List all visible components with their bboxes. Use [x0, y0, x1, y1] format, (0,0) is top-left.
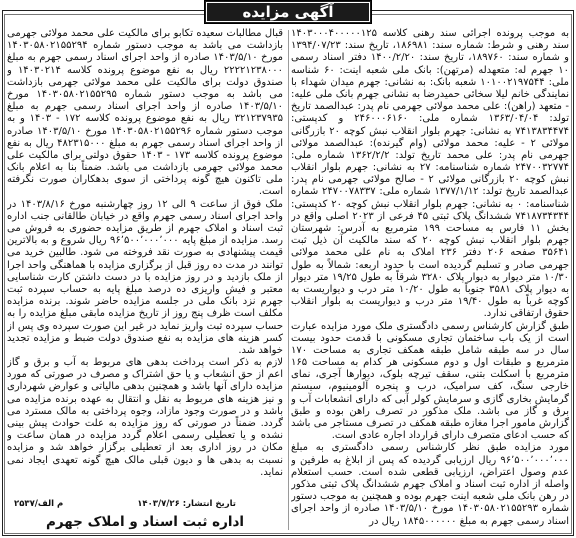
- notice-column-left: [7, 28, 283, 494]
- notice-paragraph: ملک فوق از ساعت ۹ الی ۱۲ روز چهارشنبه مورخ ۱۴۰۳/۸/۱۶ در واحد اجرای اسناد رسمی جهرم واقع در خیابان طالقانی جنب اداره ثبت اسناد و املاک جهرم از طریق مزایده حضوری به فروش می رسد. مزایده از مبلغ پایه ۹۶٬۵۰۰٬۰۰۰٬۰۰۰ ریال شروع و به بالاترین قیمت پیشنهادی به صورت نقد فروخته می شود. طالبین خرید می توانند در مدت ده روز قبل از برگزاری مزایده با هماهنگی واحد اجرا از ملک بازدید و در روز مزایده با در دست داشتن کارت شناسایی معتبر و فیش واریزی ده درصد مبلغ پایه به حساب سپرده ثبت جهرم نزد بانک ملی در جلسه مزایده حاضر شوند. برنده مزایده مکلف است ظرف پنج روز از تاریخ مزایده مابقی مبلغ مزایده را به حساب سپرده ثبت واریز نماید در غیر این صورت سپرده وی پس از کسر هزینه های مزایده به نفع صندوق دولت ضبط و مزایده تجدید خواهد شد.: [7, 198, 283, 356]
- notice-paragraph: قبال مطالبات سعیده تکابو برای مالکیت علی محمد مولائی جهرمی بازداشت می باشد به موجب دستور شماره ۱۴۰۳۰۵۸۰۲۱۵۵۲۹۴ مورخ ۱۴۰۳/۵/۱۰ صادره از واحد اجرای اسناد رسمی جهرم به مبلغ ۲۲۲۲۱۲۳۸۰۰۰ ریال به نفع موضوع پرونده کلاسه ۱۴۰۳۰۲۱۴ و صندوق دولت برای مالکیت علی محمد مولائی جهرمی بازداشت می باشد به موجب دستور شماره ۱۴۰۳۰۵۸۰۲۱۵۵۲۹۵ مورخ ۱۴۰۳/۵/۱۰ صادره از واحد اجرای اسناد رسمی جهرم به مبلغ ۳۲۱۲۳۷۹۳۵ ریال به نفع موضوع پرونده کلاسه ۱۷۲ - ۱۴۰۳ و به موجب دستور شماره ۱۴۰۳۰۵۸۰۲۱۵۵۲۹۶ مورخ ۱۴۰۳/۵/۱۰ صادره از واحد اجرای اسناد رسمی جهرم به مبلغ ۴۸۲۳۱۵۰۰۰ ریال به نفع موضوع پرونده کلاسه ۱۷۳ - ۱۴۰۳ حقوق دولتی برای مالکیت علی محمد مولائی جهرمی بازداشت می باشد. ضمناً بنا به اعلام بانک ملی تاکنون هیچ گونه پرداختی از سوی بدهکاران صورت نگرفته است.: [7, 28, 283, 198]
- column-divider: [288, 30, 289, 530]
- publication-row: [14, 497, 276, 510]
- notice-paragraph: لازم به ذکر است پرداخت بدهی های مربوط به آب و برق و گاز اعم از حق انشعاب و یا حق اشتراک و مصرف در صورتی که مورد مزایده دارای آنها باشد و همچنین بدهی مالیاتی و عوارض شهرداری و نیز هزینه های مربوط به نقل و انتقال به عهده برنده مزایده می باشد و در صورت وجود مازاد، وجوه پرداختی به مالک مسترد می گردد. ضمناً در صورتی که روز مزایده به علت حوادث پیش بینی نشده و یا تعطیلی رسمی اعلام گردد مزایده در همان ساعت و مکان در روز اداری بعد از تعطیلی برگزار خواهد شد و مزایده نسبت به بدهی ها و دیون قبلی مالک هیچ گونه تعهدی ایجاد نمی نماید.: [7, 357, 283, 478]
- notice-paragraph: طبق گزارش کارشناس رسمی دادگستری ملک مورد مزایده عبارت است از یک باب ساختمان تجاری مسکونی با قدمت حدود بیست سال در سه طبقه شامل طبقه همکف تجاری به مساحت ۱۷۰ مترمربع و طبقات اول و دوم مسکونی هر کدام به مساحت ۱۶۵ مترمربع با اسکلت بتنی، سقف تیرچه بلوک، دیوارها آجری، نمای خارجی سنگ، کف سرامیک، درب و پنجره آلومینیوم، سیستم گرمایش بخاری گازی و سرمایش کولر آبی که دارای انشعابات آب و برق و گاز می باشد. ملک مذکور در تصرف راهن بوده و طبق گزارش مامور اجرا مغازه طبقه همکف در تصرف مستاجر می باشد که حسب ادعای متصرف دارای قرارداد اجاره عادی است.: [291, 320, 569, 442]
- reference-number: م الف/۲۵۳۷: [14, 498, 64, 509]
- publish-date: ۱۴۰۳/۷/۲۶: [137, 498, 180, 509]
- publish-date-block: [137, 499, 236, 509]
- publish-date-label: تاریخ انتشار:: [182, 498, 236, 509]
- notice-column-right: [291, 28, 569, 531]
- notice-paragraph: مورد مزایده طبق نظر کارشناس رسمی دادگستری به مبلغ ۹۶٬۵۰۰٬۰۰۰٬۰۰۰ ریال ارزیابی گردیده که پس از ابلاغ به طرفین و عدم وصول اعتراض، ارزیابی قطعی شده است. حسب استعلام واصله از اداره ثبت اسناد و املاک جهرم ششدانگ پلاک ثبتی مذکور در رهن بانک ملی شعبه اینت جهرم بوده و همچنین به موجب دستور شماره ۱۴۰۳۰۵۸۰۲۱۵۵۲۹۳ مورخ ۱۴۰۳/۵/۱۰ صادره از واحد اجرای اسناد رسمی جهرم به مبلغ ۱۸۴۵۰۰۰۰۰۰ ریال در: [291, 442, 569, 527]
- issuer-name: اداره ثبت اسناد و املاک جهرم: [45, 514, 245, 530]
- notice-paragraph: به موجب پرونده اجرائی سند رهنی کلاسه ۱۴۰۳۰۰۰۴۰۰۰۰۰۱۲۵ سند رهنی و شرط: شماره سند: ۱۸۶۹۸۱، تاریخ سند: ۱۳۹۴/۰۷/۲۳ و شماره سند: ۱۸۹۷۶۰، تاریخ سند: ۱۴۰۰/۲/۲۰ دفتر اسناد رسمی ۱۰ جهرم له: متعهدله (مرتهن): بانک ملی شعبه اینت: ۶۰ شناسه ملی: ۱۰۱۰۰۲۱۹۷۵۴۴ شعبه بانک: به نشانی: جهرم میدان شهداء با نمایندگی خانم لیلا سخائی حمیدرضا به نشانی جهرم بانک ملی علیه: - متعهد (راهن): علی محمد مولائی جهرمی نام پدر: عبدالصمد تاریخ تولد: ۱۳۶۳/۰۴/۰۴ شماره ملی: ۲۴۶۰۰۰۶۱۶۰ و کدپستی: ۷۴۱۳۸۳۴۴۷۴ به نشانی: جهرم بلوار انقلاب نبش کوچه ۲۰ بازرگانی مولائی ۲ - علیه: محمد مولائی (وام گیرنده): عبدالصمد مولائی جهرمی نام پدر: علی محمد تاریخ تولد: ۱۳۶۲/۲/۲ شماره ملی: ۲۴۷۰۰۳۲۷۷۴ شماره شناسنامه: ۲۷ به نشانی: جهرم بلوار انقلاب نبش کوچه ۲۰ بازرگانی مولائی ۲ - صالح مولائی جهرمی نام پدر: عبدالصمد تاریخ تولد: ۱۳۷۷/۱/۱۲ شماره ملی: ۲۴۷۰۰۷۸۳۳۷ شماره شناسنامه: ۰ به نشانی: جهرم بلوار انقلاب نبش کوچه ۲۰ کدپستی: ۷۴۱۸۷۳۴۳۴۴ ششدانگ پلاک ثبتی ۴۵ فرعی از ۲۰۲۳ اصلی واقع در بخش ۱۱ فارس به مساحت ۱۹۹ مترمربع به آدرس: شهرستان جهرم بلوار انقلاب نبش کوچه ۲۰ که سند مالکیت آن ذیل ثبت ۳۵۶۴۱ صفحه ۲۰۶ دفتر ۲۳۶ املاک به نام علی محمد مولائی جهرمی صادر و تسلیم گردیده است با حدود اربعه: شمالاً به طول ۱۰/۳۰ متر دیوار به دیوار پلاک ۳۲۸۰ شرقاً به طول ۱۹/۲۵ متر دیوار به دیوار پلاک ۳۵۸۱ جنوباً به طول ۱۰/۲۰ متر درب و دیواریست به کوچه غرباً به طول ۱۹/۴۰ متر درب و دیواریست به بلوار انقلاب حقوق ارتفاقی ندارد.: [291, 28, 569, 320]
- notice-title: آگهی مزایده: [204, 0, 372, 24]
